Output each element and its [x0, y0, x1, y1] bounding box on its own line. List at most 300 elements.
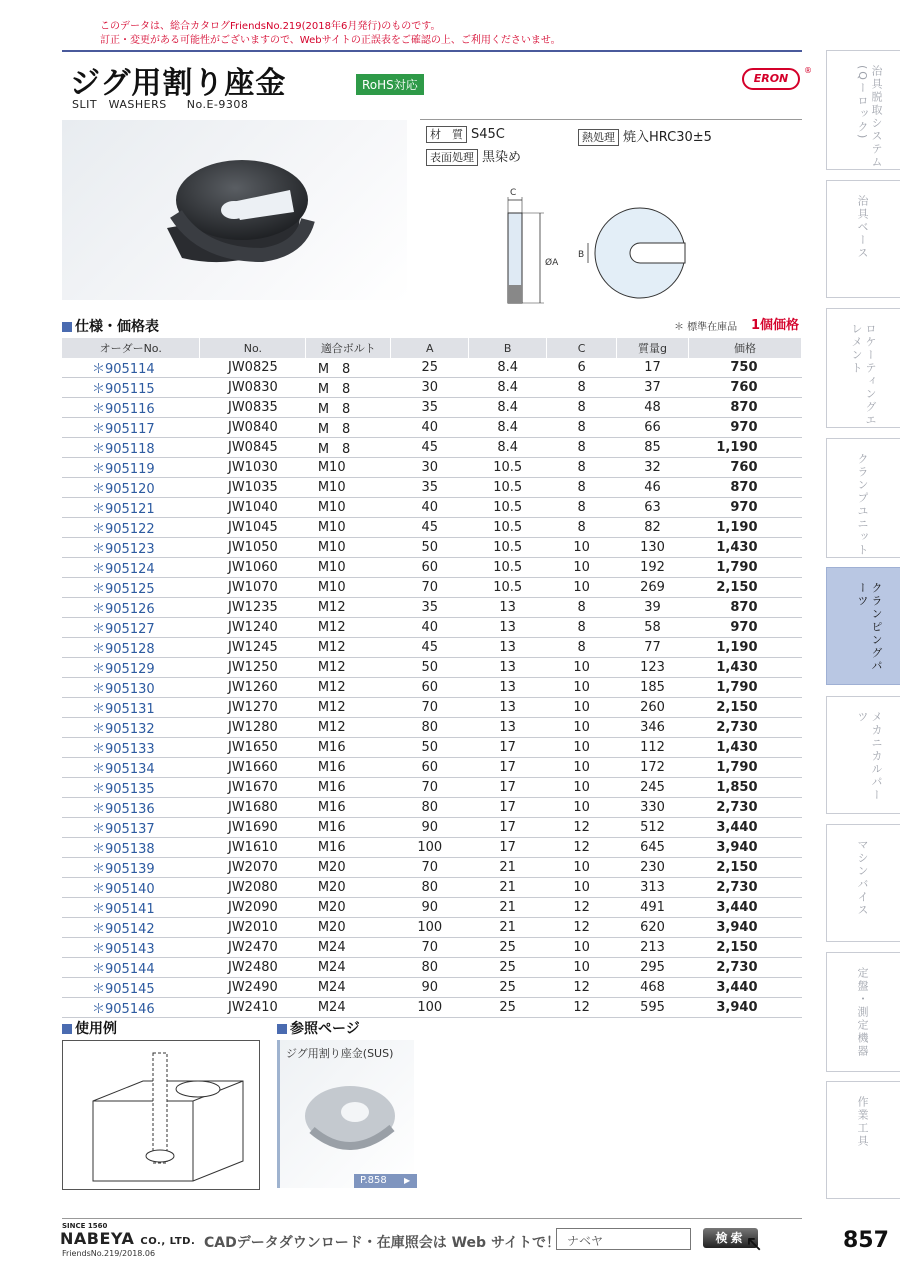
reference-title: 参照ページ: [277, 1018, 360, 1038]
bolt-cell: M10: [306, 518, 391, 538]
b-cell: 10.5: [469, 458, 547, 478]
price-cell: 1,790: [688, 678, 801, 698]
b-cell: 25: [469, 938, 547, 958]
b-cell: 10.5: [469, 558, 547, 578]
side-tab-label: クランプユニット: [856, 453, 869, 557]
mass-cell: 269: [617, 578, 689, 598]
b-cell: 8.4: [469, 418, 547, 438]
mass-cell: 39: [617, 598, 689, 618]
c-cell: 10: [547, 958, 617, 978]
part-no-cell: JW1610: [200, 838, 306, 858]
bolt-cell: M24: [306, 978, 391, 998]
order-no-cell: ＊905131: [62, 698, 200, 718]
mass-cell: 595: [617, 998, 689, 1018]
bolt-cell: M12: [306, 698, 391, 718]
mass-cell: 17: [617, 358, 689, 378]
c-cell: 8: [547, 478, 617, 498]
brand-logo: ERON: [742, 68, 800, 90]
order-no-cell: ＊905144: [62, 958, 200, 978]
part-no-cell: JW1690: [200, 818, 306, 838]
mass-cell: 346: [617, 718, 689, 738]
subtitle-en: SLIT WASHERS: [72, 98, 167, 111]
a-cell: 80: [391, 718, 469, 738]
reference-page-number: P.858: [360, 1175, 387, 1186]
a-cell: 80: [391, 878, 469, 898]
c-cell: 10: [547, 758, 617, 778]
c-cell: 10: [547, 938, 617, 958]
order-no-cell: ＊905138: [62, 838, 200, 858]
bolt-cell: M16: [306, 818, 391, 838]
mass-cell: 491: [617, 898, 689, 918]
order-no-cell: ＊905140: [62, 878, 200, 898]
price-cell: 870: [688, 398, 801, 418]
reference-page-link[interactable]: [354, 1174, 417, 1188]
table-row: [62, 378, 802, 398]
b-cell: 21: [469, 858, 547, 878]
part-no-cell: JW1660: [200, 758, 306, 778]
part-no-cell: JW1035: [200, 478, 306, 498]
b-cell: 25: [469, 998, 547, 1018]
c-cell: 10: [547, 798, 617, 818]
page-number: 857: [843, 1228, 889, 1253]
price-cell: 1,790: [688, 558, 801, 578]
price-cell: 1,430: [688, 538, 801, 558]
c-cell: 8: [547, 438, 617, 458]
bolt-cell: M24: [306, 998, 391, 1018]
order-no-cell: ＊905132: [62, 718, 200, 738]
side-tab-tools[interactable]: [826, 1081, 900, 1199]
mass-cell: 32: [617, 458, 689, 478]
a-cell: 40: [391, 498, 469, 518]
a-cell: 50: [391, 538, 469, 558]
table-row: [62, 918, 802, 938]
price-cell: 870: [688, 478, 801, 498]
part-no-cell: JW1045: [200, 518, 306, 538]
side-tab-measurement[interactable]: [826, 952, 900, 1072]
table-row: [62, 958, 802, 978]
usage-title: 使用例: [62, 1018, 117, 1038]
a-cell: 45: [391, 438, 469, 458]
price-cell: 2,730: [688, 958, 801, 978]
c-cell: 10: [547, 878, 617, 898]
b-cell: 25: [469, 958, 547, 978]
material-label: 材 質: [426, 126, 467, 143]
mass-cell: 85: [617, 438, 689, 458]
table-row: [62, 498, 802, 518]
part-no-cell: JW2080: [200, 878, 306, 898]
order-no-cell: ＊905124: [62, 558, 200, 578]
rohs-badge: RoHS対応: [356, 74, 424, 95]
a-cell: 35: [391, 598, 469, 618]
bolt-cell: M20: [306, 858, 391, 878]
a-cell: 50: [391, 738, 469, 758]
a-cell: 100: [391, 918, 469, 938]
table-row: [62, 718, 802, 738]
part-no-cell: JW1250: [200, 658, 306, 678]
order-no-cell: ＊905117: [62, 418, 200, 438]
slit-washer-image: [62, 120, 407, 300]
side-tab-mechanical[interactable]: [826, 696, 900, 814]
mass-cell: 82: [617, 518, 689, 538]
b-cell: 21: [469, 878, 547, 898]
order-no-cell: ＊905146: [62, 998, 200, 1018]
mass-cell: 130: [617, 538, 689, 558]
bolt-cell: M16: [306, 738, 391, 758]
price-cell: 2,730: [688, 798, 801, 818]
price-cell: 970: [688, 498, 801, 518]
part-no-cell: JW0845: [200, 438, 306, 458]
price-cell: 2,150: [688, 938, 801, 958]
table-row: [62, 418, 802, 438]
part-no-cell: JW1030: [200, 458, 306, 478]
c-cell: 8: [547, 598, 617, 618]
mass-cell: 213: [617, 938, 689, 958]
table-body: [62, 358, 802, 1018]
b-cell: 13: [469, 658, 547, 678]
c-cell: 12: [547, 978, 617, 998]
dimension-a: ØA: [545, 258, 559, 268]
price-cell: 2,730: [688, 878, 801, 898]
b-cell: 25: [469, 978, 547, 998]
a-cell: 25: [391, 358, 469, 378]
bolt-cell: M12: [306, 638, 391, 658]
part-no-cell: JW1650: [200, 738, 306, 758]
order-no-cell: ＊905134: [62, 758, 200, 778]
heat-spec: [578, 126, 712, 146]
price-cell: 870: [688, 598, 801, 618]
sus-washer-image: [300, 1078, 400, 1158]
side-tab-jig-base[interactable]: [826, 180, 900, 298]
order-no-cell: ＊905127: [62, 618, 200, 638]
c-cell: 12: [547, 898, 617, 918]
table-row: [62, 518, 802, 538]
mass-cell: 63: [617, 498, 689, 518]
price-cell: 750: [688, 358, 801, 378]
table-row: [62, 878, 802, 898]
side-tab-clamping-parts[interactable]: [826, 567, 900, 685]
price-cell: 3,940: [688, 998, 801, 1018]
b-cell: 13: [469, 678, 547, 698]
reference-caption: ジグ用割り座金(SUS): [286, 1047, 394, 1060]
since-label: SINCE 1560: [62, 1222, 108, 1230]
bolt-cell: M 8: [306, 398, 391, 418]
b-cell: 13: [469, 718, 547, 738]
side-tab-label: 治具ベース: [856, 195, 869, 260]
notice: [100, 20, 561, 48]
part-no-cell: JW0830: [200, 378, 306, 398]
b-cell: 13: [469, 618, 547, 638]
mass-cell: 620: [617, 918, 689, 938]
table-row: [62, 698, 802, 718]
a-cell: 90: [391, 978, 469, 998]
stock-note: ＊ 標準在庫品: [674, 322, 738, 333]
catalog-edition: FriendsNo.219/2018.06: [62, 1249, 156, 1258]
order-no-cell: ＊905130: [62, 678, 200, 698]
mass-cell: 645: [617, 838, 689, 858]
a-cell: 30: [391, 458, 469, 478]
table-row: [62, 838, 802, 858]
b-cell: 17: [469, 798, 547, 818]
knurl-band: [508, 285, 522, 303]
bolt-cell: M10: [306, 558, 391, 578]
part-no-cell: JW1270: [200, 698, 306, 718]
mass-cell: 468: [617, 978, 689, 998]
side-tab-label: メカニカルパーツ: [856, 711, 883, 802]
mass-cell: 172: [617, 758, 689, 778]
a-cell: 35: [391, 478, 469, 498]
table-row: [62, 858, 802, 878]
c-cell: 8: [547, 498, 617, 518]
b-cell: 13: [469, 638, 547, 658]
surface-label: 表面処理: [426, 149, 478, 166]
mass-cell: 512: [617, 818, 689, 838]
order-no-cell: ＊905120: [62, 478, 200, 498]
part-no-cell: JW0835: [200, 398, 306, 418]
b-cell: 21: [469, 898, 547, 918]
order-no-cell: ＊905114: [62, 358, 200, 378]
side-tab-label: 定盤・測定機器: [856, 967, 869, 1058]
bolt-cell: M16: [306, 798, 391, 818]
b-cell: 8.4: [469, 358, 547, 378]
mass-cell: 192: [617, 558, 689, 578]
part-no-cell: JW1060: [200, 558, 306, 578]
part-no-cell: JW2470: [200, 938, 306, 958]
c-cell: 10: [547, 858, 617, 878]
mass-cell: 46: [617, 478, 689, 498]
side-tab-machine-vise[interactable]: [826, 824, 900, 942]
col-a: A: [391, 338, 469, 358]
bolt-cell: M12: [306, 718, 391, 738]
bolt-cell: M 8: [306, 418, 391, 438]
spec-divider: [420, 119, 802, 120]
b-cell: 10.5: [469, 518, 547, 538]
side-tab-jig-change[interactable]: [826, 50, 900, 170]
catalog-no: No.E-9308: [186, 98, 249, 111]
mass-cell: 37: [617, 378, 689, 398]
part-no-cell: JW1260: [200, 678, 306, 698]
mass-cell: 123: [617, 658, 689, 678]
bolt-cell: M10: [306, 498, 391, 518]
a-cell: 80: [391, 958, 469, 978]
cad-download-text: CADデータダウンロード・在庫照会は Web サイトで！: [204, 1235, 560, 1251]
bolt-cell: M10: [306, 578, 391, 598]
c-cell: 10: [547, 738, 617, 758]
bolt-cell: M10: [306, 458, 391, 478]
c-cell: 8: [547, 418, 617, 438]
company-logo: [60, 1229, 195, 1248]
bolt-cell: M24: [306, 958, 391, 978]
table-row: [62, 638, 802, 658]
order-no-cell: ＊905122: [62, 518, 200, 538]
order-no-cell: ＊905115: [62, 378, 200, 398]
side-tab-label: 治具脱取システム(Qーロック): [856, 65, 883, 169]
col-b: B: [469, 338, 547, 358]
mass-cell: 295: [617, 958, 689, 978]
c-cell: 10: [547, 718, 617, 738]
company-name: NABEYA: [60, 1229, 135, 1248]
table-row: [62, 438, 802, 458]
col-no: No.: [200, 338, 306, 358]
price-cell: 1,190: [688, 638, 801, 658]
side-tab-clamp-unit[interactable]: [826, 438, 900, 558]
c-cell: 10: [547, 558, 617, 578]
b-cell: 10.5: [469, 478, 547, 498]
c-cell: 8: [547, 518, 617, 538]
order-no-cell: ＊905121: [62, 498, 200, 518]
price-cell: 1,190: [688, 518, 801, 538]
mass-cell: 58: [617, 618, 689, 638]
part-no-cell: JW1670: [200, 778, 306, 798]
b-cell: 21: [469, 918, 547, 938]
mass-cell: 112: [617, 738, 689, 758]
price-cell: 1,790: [688, 758, 801, 778]
order-no-cell: ＊905142: [62, 918, 200, 938]
search-input[interactable]: ナベヤ: [556, 1228, 691, 1250]
material-value: S45C: [471, 127, 505, 142]
price-cell: 1,430: [688, 738, 801, 758]
c-cell: 12: [547, 818, 617, 838]
c-cell: 10: [547, 698, 617, 718]
price-cell: 3,940: [688, 918, 801, 938]
mass-cell: 77: [617, 638, 689, 658]
c-cell: 10: [547, 538, 617, 558]
bolt-cell: M20: [306, 918, 391, 938]
table-row: [62, 738, 802, 758]
b-cell: 13: [469, 598, 547, 618]
a-cell: 35: [391, 398, 469, 418]
bolt-cell: M10: [306, 538, 391, 558]
bolt-cell: M20: [306, 878, 391, 898]
part-no-cell: JW1050: [200, 538, 306, 558]
part-no-cell: JW1070: [200, 578, 306, 598]
c-cell: 10: [547, 578, 617, 598]
price-cell: 760: [688, 458, 801, 478]
order-no-cell: ＊905137: [62, 818, 200, 838]
b-cell: 17: [469, 818, 547, 838]
b-cell: 8.4: [469, 398, 547, 418]
usage-illustration: [62, 1040, 260, 1190]
table-row: [62, 938, 802, 958]
heat-value: 焼入HRC30±5: [623, 130, 712, 145]
table-row: [62, 618, 802, 638]
a-cell: 40: [391, 418, 469, 438]
price-cell: 970: [688, 418, 801, 438]
a-cell: 90: [391, 898, 469, 918]
footer-divider: [62, 1218, 802, 1219]
table-row: [62, 578, 802, 598]
title-block: [62, 50, 812, 111]
notice-line-2: 訂正・変更がある可能性がございますので、Webサイトの正誤表をご確認の上、ご利用くださいませ。: [100, 35, 561, 46]
mass-cell: 48: [617, 398, 689, 418]
mass-cell: 330: [617, 798, 689, 818]
c-cell: 10: [547, 658, 617, 678]
mass-cell: 313: [617, 878, 689, 898]
c-cell: 10: [547, 778, 617, 798]
price-cell: 1,850: [688, 778, 801, 798]
col-bolt: 適合ボルト: [306, 338, 391, 358]
technical-diagram: [490, 185, 710, 310]
a-cell: 90: [391, 818, 469, 838]
part-no-cell: JW1245: [200, 638, 306, 658]
bolt-cell: M12: [306, 678, 391, 698]
order-no-cell: ＊905139: [62, 858, 200, 878]
table-row: [62, 658, 802, 678]
price-table-title: 仕様・価格表: [62, 316, 159, 336]
a-cell: 100: [391, 998, 469, 1018]
b-cell: 13: [469, 698, 547, 718]
surface-value: 黒染め: [482, 150, 522, 165]
order-no-cell: ＊905118: [62, 438, 200, 458]
heat-label: 熱処理: [578, 129, 619, 146]
c-cell: 8: [547, 638, 617, 658]
col-mass: 質量g: [617, 338, 689, 358]
company-suffix: CO., LTD.: [140, 1236, 196, 1247]
order-no-cell: ＊905116: [62, 398, 200, 418]
dimension-b: B: [578, 250, 585, 260]
mass-cell: 66: [617, 418, 689, 438]
price-cell: 2,150: [688, 698, 801, 718]
c-cell: 6: [547, 358, 617, 378]
price-cell: 3,440: [688, 898, 801, 918]
a-cell: 60: [391, 558, 469, 578]
c-cell: 8: [547, 458, 617, 478]
surface-spec: [426, 146, 521, 166]
bolt-cell: M24: [306, 938, 391, 958]
table-row: [62, 398, 802, 418]
a-cell: 45: [391, 518, 469, 538]
order-no-cell: ＊905143: [62, 938, 200, 958]
bolt-cell: M 8: [306, 438, 391, 458]
price-cell: 1,430: [688, 658, 801, 678]
table-row: [62, 778, 802, 798]
table-row: [62, 558, 802, 578]
dimension-c: C: [510, 188, 517, 198]
mass-cell: 245: [617, 778, 689, 798]
reference-card[interactable]: [277, 1040, 414, 1188]
order-no-cell: ＊905136: [62, 798, 200, 818]
b-cell: 10.5: [469, 498, 547, 518]
part-no-cell: JW2070: [200, 858, 306, 878]
b-cell: 17: [469, 778, 547, 798]
bolt-cell: M 8: [306, 378, 391, 398]
col-price: 価格: [688, 338, 801, 358]
price-cell: 3,440: [688, 978, 801, 998]
side-tab-label: クランピングパーツ: [856, 582, 883, 673]
bolt-cell: M 8: [306, 358, 391, 378]
part-no-cell: JW1040: [200, 498, 306, 518]
price-cell: 2,150: [688, 858, 801, 878]
order-no-cell: ＊905133: [62, 738, 200, 758]
a-cell: 70: [391, 578, 469, 598]
c-cell: 12: [547, 918, 617, 938]
usage-drawing: [63, 1041, 261, 1191]
order-no-cell: ＊905125: [62, 578, 200, 598]
side-tab-locating[interactable]: [826, 308, 900, 428]
order-no-cell: ＊905128: [62, 638, 200, 658]
one-price-label: 1個価格: [751, 318, 800, 333]
col-order-no: オーダーNo.: [62, 338, 200, 358]
a-cell: 45: [391, 638, 469, 658]
mass-cell: 185: [617, 678, 689, 698]
search-button[interactable]: 検索: [703, 1228, 758, 1248]
price-cell: 2,730: [688, 718, 801, 738]
table-row: [62, 358, 802, 378]
notice-line-1: このデータは、総合カタログFriendsNo.219(2018年6月発行)のものです。: [100, 21, 441, 32]
order-no-cell: ＊905145: [62, 978, 200, 998]
table-row: [62, 678, 802, 698]
a-cell: 70: [391, 698, 469, 718]
mass-cell: 260: [617, 698, 689, 718]
